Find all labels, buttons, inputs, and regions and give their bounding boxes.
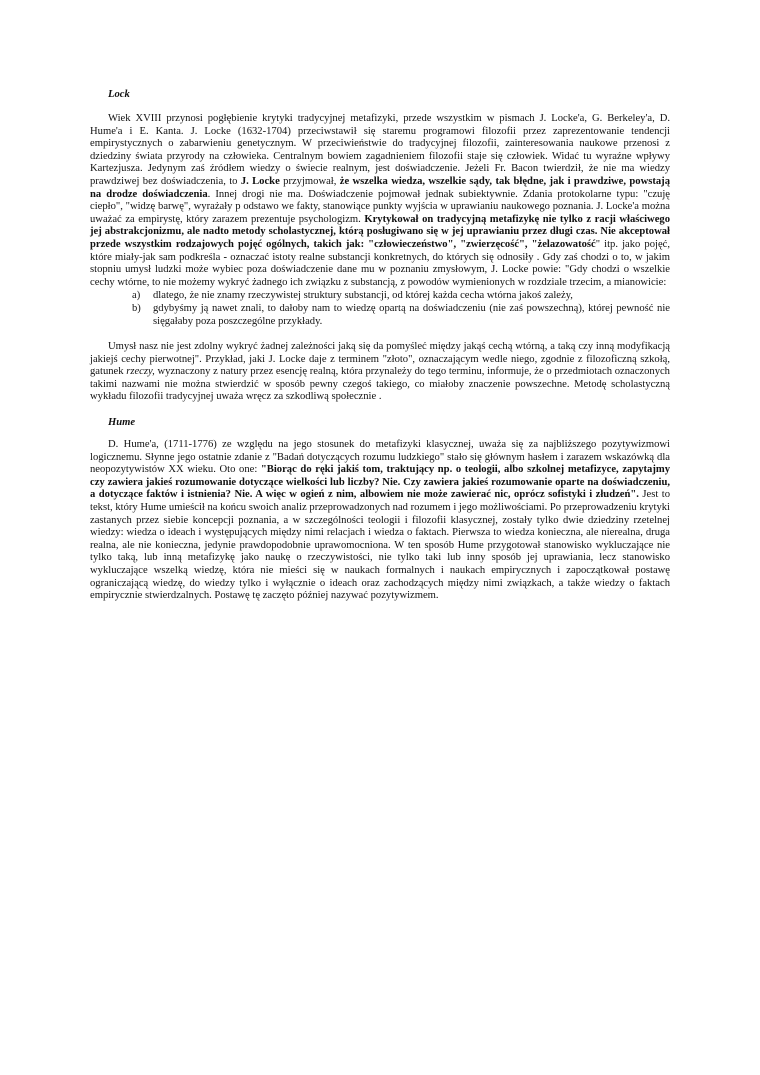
bold-text: "Biorąc do ręki jakiś tom, traktujący np. o teologii, albo szkolnej metafizyce, zapytajmy czy zawiera jakieś rozumowanie dotyczące wielkości lub liczby? Nie. Czy zawiera jakieś rozumowanie oparte na doświadczeniu, a dotyczące faktów i istnienia? Nie. A więc w ogień z nim, albowiem nie może zawierać nic, oprócz sofistyki i złudzeń".	[90, 464, 670, 501]
hume-paragraph-1	[90, 439, 670, 603]
text-run: przyjmował,	[279, 175, 340, 187]
locke-paragraph-2	[90, 341, 670, 404]
text-run: . Innej drogi nie ma. Doświadczenie pojmował jednak subiektywnie. Zdania protokolarne typu: "czuję ciepło", "widzę barwę", wyrażały p odstawo we fakty, stanowiące punkty wyjścia w uprawianiu naukowego poznania. J. Locke'a można uważać za empirystę, który zarazem prezentuje psychologizm.	[90, 188, 670, 225]
text-run: wyznaczony z natury przez esencję realną, która przynależy do tego terminu, informuje, że o przedmiotach oznaczonych takimi nazwami nie można stwierdzić w sposób pewny czegoś takiego, co miałoby znaczenie powszechne. Metodę scholastyczną wykładu filozofii tradycyjnej uważa wręcz za szkodliwą społecznie .	[90, 366, 670, 403]
list-item-text: dlatego, że nie znamy rzeczywistej struktury substancji, od której każda cecha wtórna jakoś zależy,	[153, 290, 573, 302]
bold-text: że wszelka wiedza, wszelkie sądy, tak błędne, jak i prawdziwe, powstają na drodze doświadczenia	[90, 175, 670, 200]
document-page	[90, 88, 670, 603]
section-title-locke: Lock	[108, 89, 130, 100]
bold-text: -	[223, 251, 228, 263]
bold-text: J. Locke	[240, 175, 280, 187]
list-marker: a)	[132, 290, 141, 302]
list-item	[90, 290, 670, 303]
list-marker: b)	[132, 302, 141, 314]
text-run: Jest to tekst, który Hume umieścił na końcu swoich analiz przeprowadzonych nad rozumem i jego możliwościami. Po przeprowadzeniu krytyki zastanych przez siebie koncepcji poznania, a w szczególności teologii i filozofii klasycznej, zostały tylko dwie dziedziny rzetelnej wiedzy: wiedza o ideach i występujących między nimi relacjach i wiedza o faktach. Pierwsza to wiedza konieczna, ale nierealna, druga realna, ale nie konieczna, jedynie prawdopodobnie uprawomocniona. W ten sposób Hume przygotował stanowisko wykluczające nie tylko taką, lub inną metafizykę jako naukę o rzeczywistości, nie tylko taki lub inny sposób jej uprawiania, lecz stanowisko wykluczające wszelką wiedzę, która nie mieści się w naukach formalnych i naukach empirycznych i zapoczątkował postawę ograniczającą wiedzę, do wiedzy tylko i wyłącznie o ideach oraz zachodzących między nimi związkach, a także wiedzy o faktach empirycznie stwierdzalnych. Postawę tę zaczęto później nazywać pozytywizmem.	[90, 489, 670, 602]
italic-text: rzeczy,	[126, 366, 155, 378]
locke-list	[90, 290, 670, 328]
text-run: Umysł nasz nie jest zdolny wykryć żadnej zależności jaką się da pomyśleć między jakąś cechą wtórną, a taką czy inną modyfikacją jakiejś cechy pierwotnej". Przykład, jaki J. Locke daje z terminem "złoto", oznaczającym wedle niego, zgodnie z filozoficzną szkołą, gatunek	[90, 341, 670, 378]
section-title-hume: Hume	[108, 417, 136, 429]
text-run: D. Hume'a, (1711-1776) ze względu na jego stosunek do metafizyki klasycznej, uważa się za najbliższego pozytywizmowi logicznemu. Słynne jego ostatnie zdanie z "Badań dotyczących rozumu ludzkiego" stało się głównym hasłem i zarazem wskazówką dla neopozytywistów XX wieku. Oto one:	[90, 439, 670, 476]
text-run: Wiek XVIII przynosi pogłębienie krytyki tradycyjnej metafizyki, przede wszystkim w pismach J. Locke'a, G. Berkeley'a, D. Hume'a i E. Kanta. J. Locke (1632-1704) przeciwstawił się staremu programowi filozofii przez zaprezentowanie tendencji empirystycznych o zabarwieniu genetycznym. W przeciwieństwie do tradycyjnej filozofii, zainteresowania naukowe przenosi z dziedziny świata przyrody na człowieka. Centralnym bowiem zagadnieniem filozofii staje się człowiek. Widać tu wyraźne wpływy Kartezjusza. Jedynym zaś źródłem wiedzy o świecie realnym, jest doświadczenie. Jeżeli Fr. Bacon twierdził, że nie ma wiedzy prawdziwej bez doświadczenia, to	[90, 113, 670, 187]
text-run: " itp. jako pojęć, które miały-jak sam podkreśla	[90, 238, 670, 263]
locke-paragraph-1	[90, 113, 670, 289]
list-item	[90, 303, 670, 328]
list-item-text: gdybyśmy ją nawet znali, to dałoby nam to wiedzę opartą na doświadczeniu (nie zaś powszechną), której pewność nie sięgałaby poza poszczególne przykłady.	[153, 302, 670, 327]
text-run: oznaczać istoty realne substancji konkretnych, do których się odnosiły . Gdy zaś chodzi o to, w jakim stopniu umysł ludzki może wybiec poza doświadczenie dane mu w poznaniu zmysłowym, J. Locke powie: "Gdy chodzi o wszelkie cechy wtórne, to nie możemy wykryć żadnego ich związku z substancją, z powodów wymienionych w rozdziale trzecim, a mianowicie:	[90, 251, 670, 288]
bold-text: Krytykował on tradycyjną metafizykę nie tylko z racji właściwego jej abstrakcjonizmu, ale nadto metody scholastycznej, którą posługiwano się w jej uprawianiu przez długi czas. Nie akceptował przede wszystkim rodzajowych pojęć ogólnych, takich jak: "człowieczeństwo", "zwierzęcość", "żelazowatość	[90, 213, 670, 250]
section-spacer	[90, 404, 670, 416]
